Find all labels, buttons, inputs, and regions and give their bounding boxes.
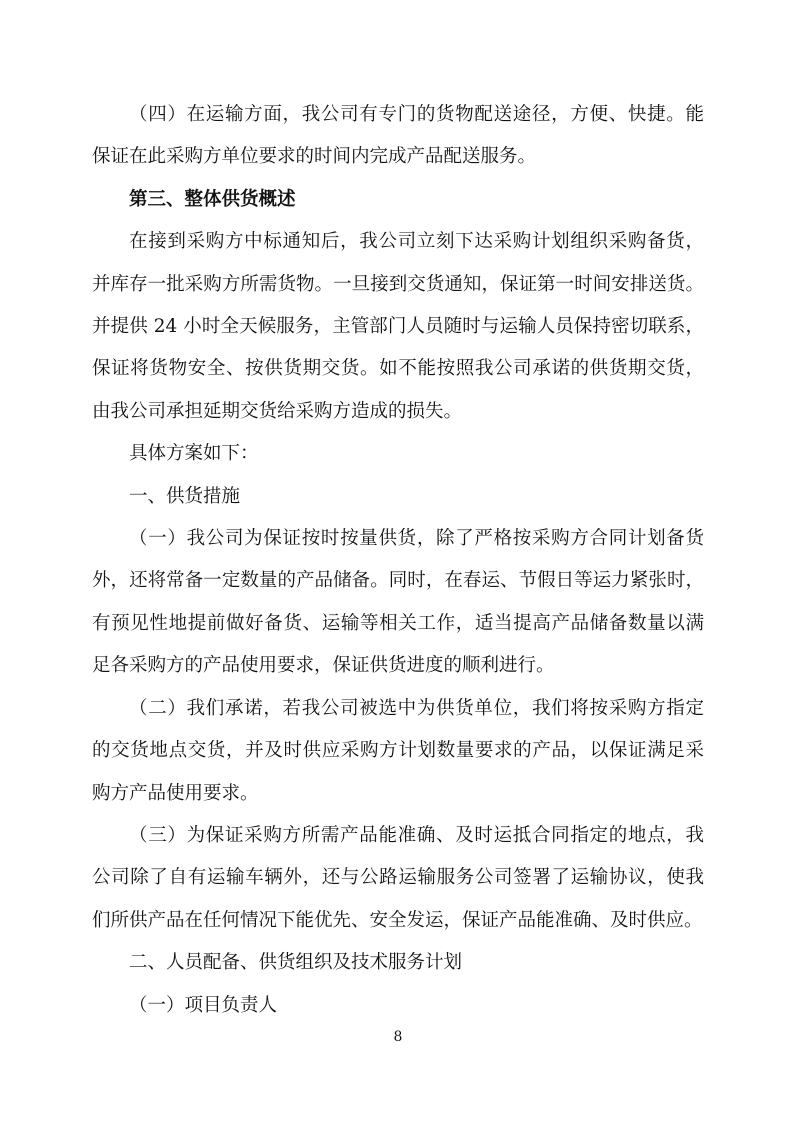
document-line: 具体方案如下： (129, 443, 259, 465)
page-number: 8 (393, 1029, 403, 1045)
document-body (92, 94, 704, 1027)
document-line: 保证将货物安全、按供货期交货。如不能按照我公司承诺的供货期交货， (92, 358, 704, 380)
list-heading: 一、供货措施 (129, 485, 241, 507)
document-line: 购方产品使用要求。 (92, 782, 259, 804)
document-line: 在接到采购方中标通知后，我公司立刻下达采购计划组织采购备货， (129, 231, 704, 253)
document-line: 并提供 24 小时全天候服务，主管部门人员随时与运输人员保持密切联系， (92, 316, 704, 338)
document-line: 外，还将常备一定数量的产品储备。同时，在春运、节假日等运力紧张时， (92, 570, 704, 592)
document-line: 由我公司承担延期交货给采购方造成的损失。 (92, 400, 463, 422)
section-heading: 第三、整体供货概述 (129, 188, 296, 210)
document-line: 公司除了自有运输车辆外，还与公路运输服务公司签署了运输协议，使我 (92, 867, 704, 889)
document-line: （一）我公司为保证按时按量供货，除了严格按采购方合同计划备货 (129, 528, 704, 550)
document-line: 并库存一批采购方所需货物。一旦接到交货通知，保证第一时间安排送货。 (92, 273, 704, 295)
document-line: 足各采购方的产品使用要求，保证供货进度的顺利进行。 (92, 655, 555, 677)
document-line: 的交货地点交货，并及时供应采购方计划数量要求的产品，以保证满足采 (92, 740, 704, 762)
document-line: （三）为保证采购方所需产品能准确、及时运抵合同指定的地点，我 (129, 824, 704, 846)
document-line: （四）在运输方面，我公司有专门的货物配送途径，方便、快捷。能 (129, 104, 704, 125)
list-heading: （一）项目负责人 (129, 994, 278, 1016)
document-line: 有预见性地提前做好备货、运输等相关工作，适当提高产品储备数量以满 (92, 612, 704, 634)
list-heading: 二、人员配备、供货组织及技术服务计划 (129, 952, 463, 974)
document-line: 们所供产品在任何情况下能优先、安全发运，保证产品能准确、及时供应。 (92, 909, 703, 931)
document-line: （二）我们承诺，若我公司被选中为供货单位，我们将按采购方指定 (129, 697, 704, 719)
document-line: 保证在此采购方单位要求的时间内完成产品配送服务。 (92, 146, 537, 168)
